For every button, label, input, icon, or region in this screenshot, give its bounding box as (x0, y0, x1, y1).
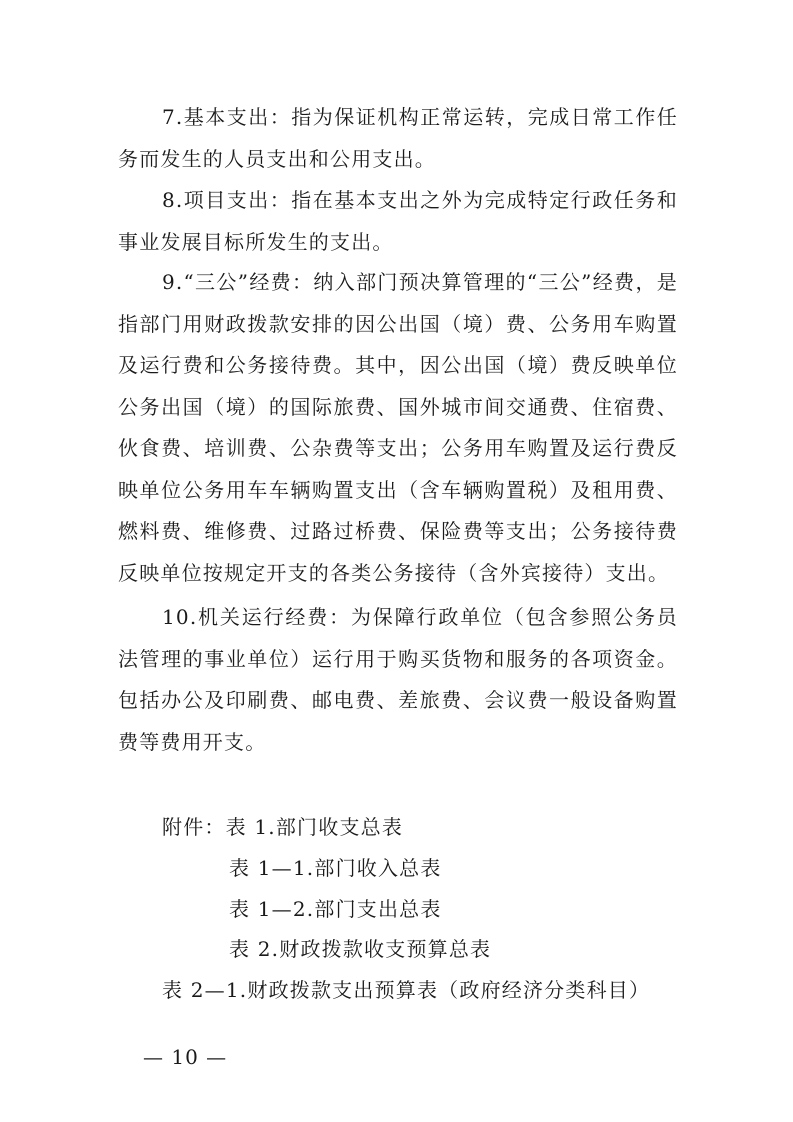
paragraph-basic-expenditure (118, 97, 678, 180)
paragraph-agency-operating-expenses (118, 597, 678, 763)
attachment-text: 表 1.部门收支总表 (225, 815, 404, 839)
attachment-item-2: 表 1—1.部门收入总表 (229, 856, 442, 880)
paragraph-text: 7.基本支出：指为保证机构正常运转，完成日常工作任务而发生的人员支出和公用支出。 (118, 105, 678, 171)
page-number: — 10 — (143, 1045, 228, 1069)
paragraph-text: 10.机关运行经费：为保障行政单位（包含参照公务员法管理的事业单位）运行用于购买货物和服务的各项资金。包括办公及印刷费、邮电费、差旅费、会议费一般设备购置费等费用开支。 (118, 605, 678, 754)
paragraph-three-public-expenses (118, 262, 678, 594)
attachment-item-3: 表 1—2.部门支出总表 (229, 897, 442, 921)
paragraph-text: 8.项目支出：指在基本支出之外为完成特定行政任务和事业发展目标所发生的支出。 (118, 188, 678, 254)
attachment-item-1 (162, 813, 403, 841)
paragraph-project-expenditure (118, 180, 678, 263)
attachment-label: 附件： (162, 815, 226, 839)
attachment-item-5: 表 2—1.财政拨款支出预算表（政府经济分类科目） (162, 978, 651, 1002)
attachment-item-4: 表 2.财政拨款收支预算总表 (229, 937, 492, 961)
paragraph-text: 9.“三公”经费：纳入部门预决算管理的“三公”经费，是指部门用财政拨款安排的因公出国（境）费、公务用车购置及运行费和公务接待费。其中，因公出国（境）费反映单位公务出国（境）的国际旅费、国外城市间交通费、住宿费、伙食费、培训费、公杂费等支出；公务用车购置及运行费反映单位公务用车车辆购置支出（含车辆购置税）及租用费、燃料费、维修费、过路过桥费、保险费等支出；公务接待费反映单位按规定开支的各类公务接待（含外宾接待）支出。 (118, 270, 678, 585)
